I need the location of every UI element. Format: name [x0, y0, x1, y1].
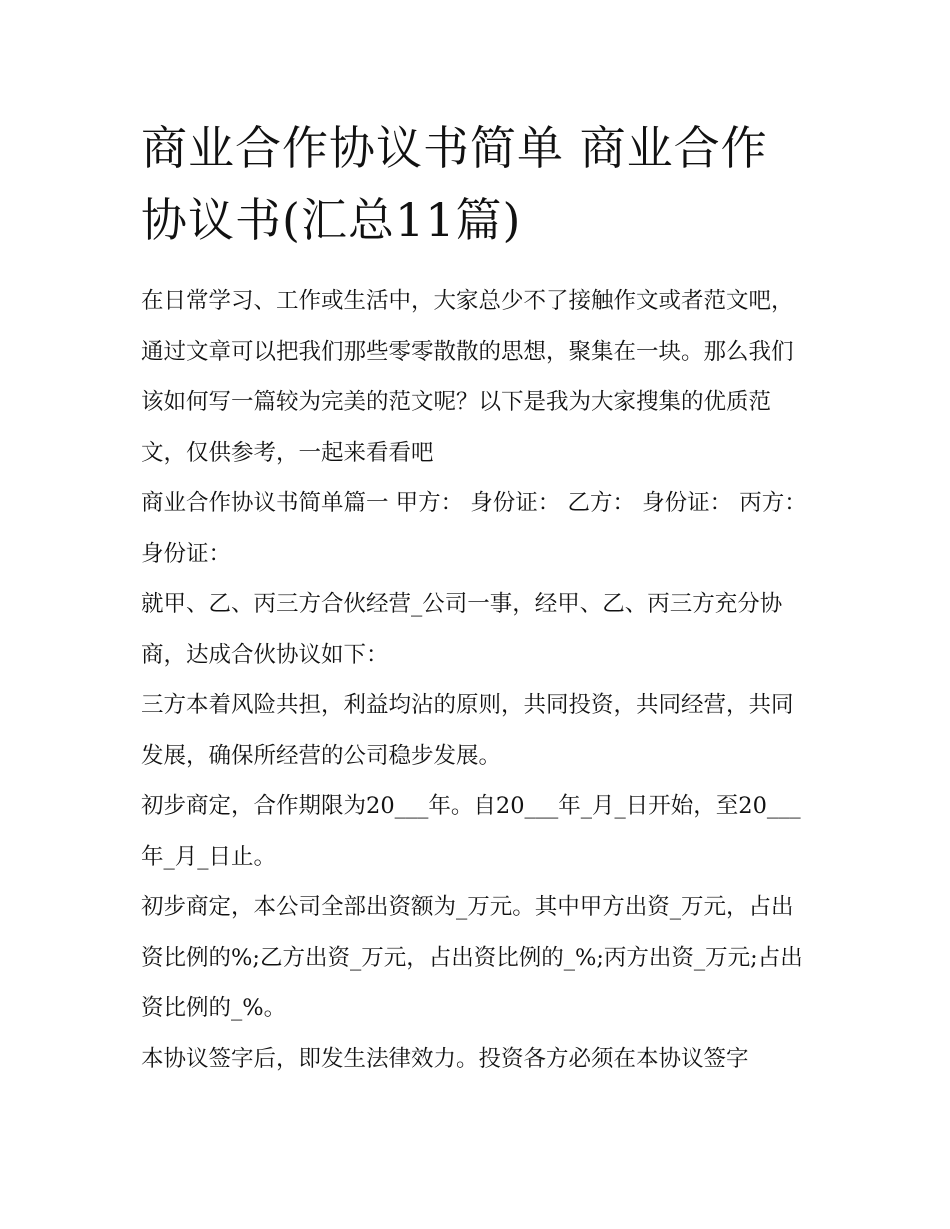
intro-paragraph: 在日常学习、工作或生活中，大家总少不了接触作文或者范文吧，通过文章可以把我们那些零零散散的思想，聚集在一块。那么我们该如何写一篇较为完美的范文呢？以下是我为大家搜集的优质范文，仅供参考，一起来看看吧 — [141, 288, 794, 466]
parties-paragraph: 商业合作协议书简单篇一 甲方： 身份证： 乙方： 身份证： 丙方： 身份证： — [141, 490, 807, 567]
term-paragraph: 初步商定，合作期限为20___年。自20___年_月_日开始，至20___年_月_日止。 — [141, 793, 801, 870]
document-title: 商业合作协议书简单 商业合作协议书(汇总11篇) — [141, 121, 768, 247]
agreement-basis-paragraph: 就甲、乙、丙三方合伙经营_公司一事，经甲、乙、丙三方充分协商，达成合伙协议如下： — [141, 591, 783, 668]
investment-paragraph: 初步商定，本公司全部出资额为_万元。其中甲方出资_万元，占出资比例的%;乙方出资_万元，占出资比例的_%;丙方出资_万元;占出资比例的_%。 — [141, 894, 803, 1021]
effectiveness-paragraph: 本协议签字后，即发生法律效力。投资各方必须在本协议签字 — [141, 1045, 749, 1072]
principle-paragraph: 三方本着风险共担，利益均沾的原则，共同投资，共同经营，共同发展，确保所经营的公司稳步发展。 — [141, 692, 794, 769]
document-body — [141, 112, 813, 1084]
